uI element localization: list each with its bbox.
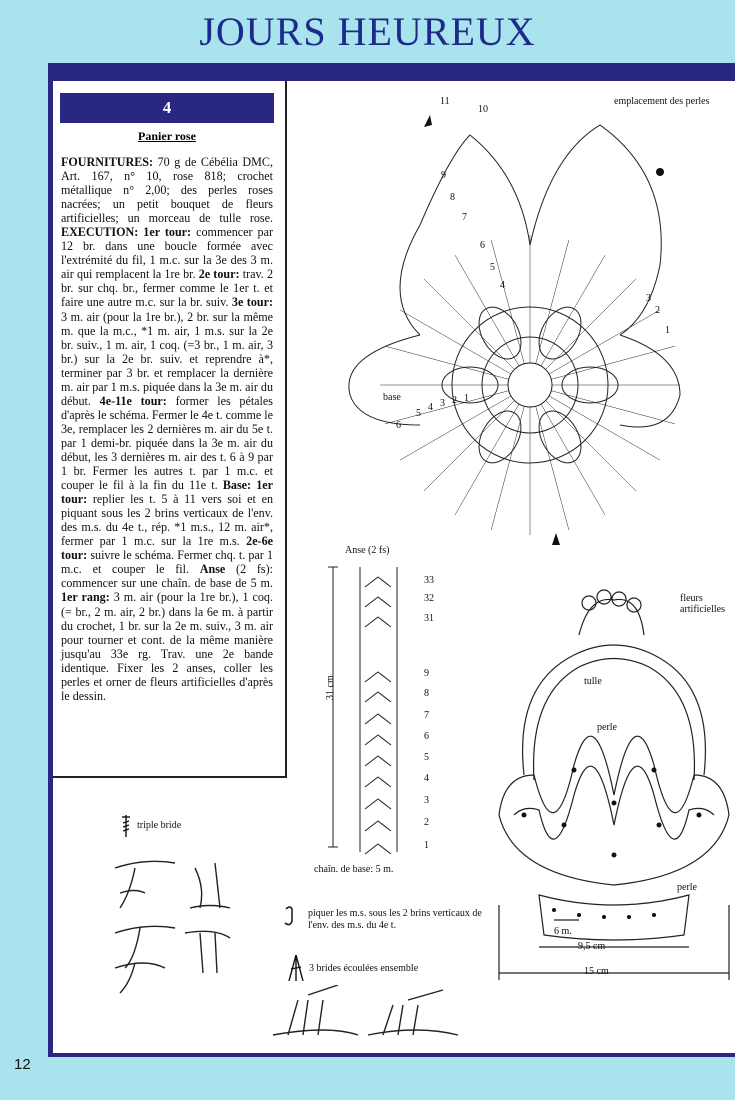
anse-shell-stitch (365, 821, 391, 831)
base2-label: 2e-6e tour: (61, 534, 273, 563)
anse-row-8: 8 (424, 688, 429, 699)
row-label-2: 2 (655, 305, 660, 316)
perle-label-top: perle (597, 722, 617, 733)
tour4-text: former les pétales d'après le schéma. Fermer le 4e t. comme le 3e, remplacer les 2 dernières m. air du 5e t. par 1 demi-br. piquée dans la 3e m. air du début, les 3 dernières m. air des t. 6 à 9 par 1 br. Fermer les autres t. par 1 m.c. et couper le fil à la fin du 11e t. (61, 393, 273, 493)
row-label-11: 11 (440, 96, 450, 107)
doily-stitch-line (455, 255, 519, 366)
left-border (48, 63, 53, 1053)
doily-stitch-line (491, 240, 524, 364)
doily-stitch-line (424, 401, 515, 492)
rang1-label: 1er rang: (61, 590, 110, 605)
base-row-1: 1 (464, 393, 469, 404)
legend-triple-bride: triple bride (137, 820, 182, 831)
anse-shell-stitch (365, 756, 391, 766)
triple-bride-symbol-icon (120, 815, 132, 837)
row-label-9: 9 (441, 170, 446, 181)
flowers-label: fleurs artificielles (680, 593, 725, 615)
perle-label-bottom: perle (677, 882, 697, 893)
anse-row-5: 5 (424, 752, 429, 763)
row-label-5: 5 (490, 262, 495, 273)
anse-length-label: 31 cm (325, 675, 336, 700)
doily-stitch-line (549, 310, 660, 374)
doily-stitch-line (455, 404, 519, 515)
base-row-2: 2 (452, 395, 457, 406)
tulle-label: tulle (584, 676, 602, 687)
page-number: 12 (14, 1056, 31, 1073)
header-bar (48, 63, 735, 81)
anse-title: Anse (2 fs) (345, 545, 390, 556)
row-label-6: 6 (480, 240, 485, 251)
base-label: Base: 1er tour: (61, 478, 273, 507)
execution-label: EXECUTION: 1er tour: (61, 225, 192, 240)
row-label-7: 7 (462, 212, 467, 223)
anse-row-9: 9 (424, 668, 429, 679)
tour3-label: 3e tour: (231, 295, 273, 310)
doily-stitch-line (536, 240, 569, 364)
tour2-label: 2e tour: (198, 267, 240, 282)
anse-shell-stitch (365, 844, 391, 854)
tour4-label: 4e-11e tour: (99, 393, 167, 408)
anse-shell-stitch (365, 799, 391, 809)
doily-stitch-line (536, 406, 569, 530)
execution-text: commencer par 12 br. dans une boucle formée avec l'extrémité du fil, 1 m.c. sur la 3e des 3 m. air qui remplacent la 1re br. (61, 225, 273, 282)
pattern-name: Panier rose (138, 129, 196, 143)
anse-shell-stitch (365, 617, 391, 627)
anse-chart-diagram (325, 562, 435, 862)
anse-shell-stitch (365, 692, 391, 702)
fournitures-text: 70 g de Cébélia DMC, Art. 167, n° 10, rose 818; crochet métallique n° 2,00; des perles roses nacrées; un petit bouquet de fleurs artificielles; un morceau de tulle rose. (61, 155, 273, 226)
base-row-6: 6 (396, 420, 401, 431)
legend-3-brides: 3 brides écoulées ensemble (309, 963, 419, 974)
basket-illustration (494, 575, 734, 985)
dim-15cm: 15 cm (584, 966, 609, 977)
anse-label: Anse (199, 562, 226, 577)
base2-text: suivre le schéma. Fermer chq. t. par 1 m.c. et couper le fil. (61, 548, 273, 577)
anse-shell-stitch (365, 672, 391, 682)
doily-stitch-line (541, 404, 605, 515)
tour3-text: 3 m. air (pour la 1re br.), 2 br. sur la même m. que la m.c., *1 m. air, 1 m.s. sur la 2e br. suiv., 1 m. air, 1 coq. (=3 br., 1 m. air, 3 br.) sur la 2e br. suiv. et reprendre à*, terminer par 3 br. et remplacer la dernière m. air par 1 m.s. piquée dans la 3e m. air du début. (61, 309, 273, 408)
row-label-10: 10 (478, 104, 488, 115)
dim-9-5cm: 9,5 cm (578, 941, 606, 952)
doily-stitch-line (491, 406, 524, 530)
doily-chart-diagram (320, 95, 700, 555)
three-trebles-together-icon (287, 955, 305, 981)
anse-shell-stitch (365, 777, 391, 787)
dim-6m: 6 m. (554, 926, 572, 937)
anse-row-1: 1 (424, 840, 429, 851)
anse-text: (2 fs): commencer sur une chaîn. de base de 5 m. (61, 562, 274, 591)
fournitures-label: FOURNITURES: (61, 155, 154, 169)
legend-piquer: piquer les m.s. sous les 2 brins verticaux de l'env. des m.s. du 4e t. (308, 908, 482, 931)
pattern-number: 4 (60, 93, 274, 123)
anse-row-32: 32 (424, 593, 434, 604)
page-title: JOURS HEUREUX (199, 9, 536, 54)
anse-row-33: 33 (424, 575, 434, 586)
anse-shell-stitch (365, 577, 391, 587)
anse-shell-stitch (365, 735, 391, 745)
anse-row-6: 6 (424, 731, 429, 742)
row-label-1: 1 (665, 325, 670, 336)
tour2-text: trav. 2 br. sur chq. br., fermer comme le 1er t. et faire une autre m.c. sur la br. suiv. (61, 267, 273, 310)
base-label: base (383, 392, 401, 403)
column-divider (285, 81, 287, 776)
doily-stitch-line (546, 401, 637, 492)
stitch-illustration (105, 848, 245, 998)
anse-shell-stitch (365, 714, 391, 724)
instructions-text (61, 155, 273, 703)
doily-stitch-line (400, 310, 511, 374)
row-label-4: 4 (500, 280, 505, 291)
row-label-3: 3 (646, 293, 651, 304)
anse-row-2: 2 (424, 817, 429, 828)
anse-row-31: 31 (424, 613, 434, 624)
doily-stitch-line (549, 396, 660, 460)
anse-shell-stitch (365, 597, 391, 607)
base-row-3: 3 (440, 398, 445, 409)
base-row-4: 4 (428, 402, 433, 413)
pearls-location-label: emplacement des perles (614, 96, 710, 107)
bottom-border (48, 1053, 735, 1057)
stitch-worked-illustration (268, 985, 463, 1045)
anse-row-4: 4 (424, 773, 429, 784)
row-label-8: 8 (450, 192, 455, 203)
anse-row-3: 3 (424, 795, 429, 806)
anse-row-7: 7 (424, 710, 429, 721)
doily-stitch-line (546, 279, 637, 370)
anse-base-chain-label: chaîn. de base: 5 m. (314, 864, 394, 875)
piquer-symbol-icon (283, 905, 297, 927)
doily-stitch-line (424, 279, 515, 370)
base-text: replier les t. 5 à 11 vers soi et en piquant sous les 2 brins verticaux de l'env. des m.s. du 4e t., rép. *1 m.s., 12 m. air*, fermer par 1 m.c. sur la 1re m.s. (61, 492, 273, 549)
rang1-text: 3 m. air (pour la 1re br.), 1 coq. (= br., 2 m. air, 2 br.) dans la 6e m. à partir du crochet, 1 br. sur la 2e m. suiv., 3 m. air pour tourner et cont. de la même manière jusqu'au 33e rg. Trav. une 2e bande identique. Fixer les 2 anses, coller les perles et orner de fleurs artificielles d'après le dessin. (61, 590, 273, 703)
base-row-5: 5 (416, 408, 421, 419)
column-bottom-rule (53, 776, 287, 778)
doily-stitch-line (541, 255, 605, 366)
